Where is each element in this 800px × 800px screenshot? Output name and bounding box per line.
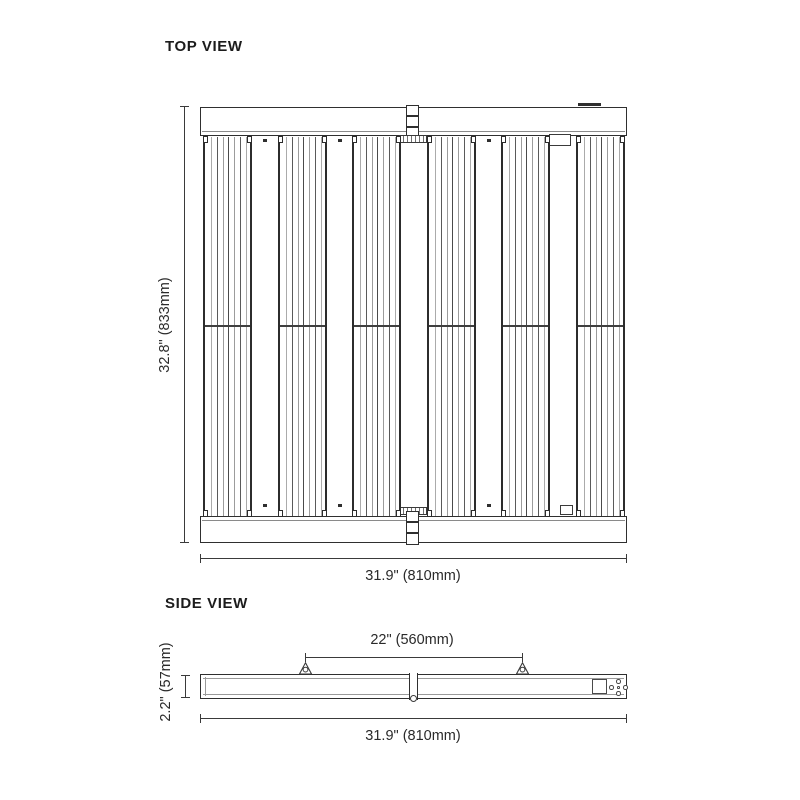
bar-joint-line <box>503 325 548 327</box>
heatsink-fin-line <box>246 137 247 516</box>
bar-mount-foot <box>427 136 432 143</box>
heatsink-fin-line <box>590 137 591 516</box>
heatsink-fin-line <box>441 137 442 516</box>
dimension-tick <box>200 554 201 563</box>
bar-mount-foot <box>396 136 401 143</box>
heatsink-fin-line <box>234 137 235 516</box>
heatsink-fin-line <box>240 137 241 516</box>
dimension-tick <box>626 714 627 723</box>
fastener-dot <box>487 504 491 507</box>
bar-joint-line <box>354 325 399 327</box>
display-window <box>592 679 607 694</box>
heatsink-fin-line <box>366 137 367 516</box>
bar-mount-foot <box>576 510 581 517</box>
dimension-line-width <box>200 558 627 559</box>
bar-mount-foot <box>322 136 327 143</box>
heatsink-fin-line <box>292 137 293 516</box>
led-bar <box>427 137 476 516</box>
bar-joint-line <box>429 325 474 327</box>
bar-mount-foot <box>427 510 432 517</box>
bar-mount-foot <box>545 136 550 143</box>
heatsink-fin-line <box>217 137 218 516</box>
heatsink-fin-line <box>532 137 533 516</box>
heatsink-fin-line <box>544 137 545 516</box>
bar-mount-foot <box>501 510 506 517</box>
fastener-dot <box>487 139 491 142</box>
heatsink-fin-line <box>383 137 384 516</box>
heatsink-fin-line <box>447 137 448 516</box>
heatsink-fin-line <box>211 137 212 516</box>
bar-mount-foot <box>620 136 625 143</box>
heatsink-fin-line <box>607 137 608 516</box>
bar-joint-line <box>205 325 250 327</box>
heatsink-fin-line <box>435 137 436 516</box>
bar-mount-foot <box>620 510 625 517</box>
bar-joint-line <box>280 325 325 327</box>
center-hinge-bottom <box>406 511 419 545</box>
heatsink-fin-line <box>538 137 539 516</box>
center-hinge-top <box>406 105 419 139</box>
heatsink-fin-line <box>596 137 597 516</box>
bar-mount-foot <box>278 136 283 143</box>
side-profile-line <box>205 677 206 696</box>
heatsink-fin-line <box>377 137 378 516</box>
led-bar <box>352 137 401 516</box>
top-view-title: TOP VIEW <box>165 38 243 55</box>
heatsink-fin-line <box>228 137 229 516</box>
bar-mount-foot <box>471 136 476 143</box>
top-view-fixture <box>200 107 627 543</box>
heatsink-fin-line <box>601 137 602 516</box>
heatsink-fin-line <box>613 137 614 516</box>
dimension-tick <box>200 714 201 723</box>
dimension-label-hanger-spacing: 22" (560mm) <box>370 632 454 648</box>
heatsink-fin-line <box>458 137 459 516</box>
wire-clip-bottom <box>560 505 573 515</box>
hinge-rung <box>407 115 418 117</box>
fastener-dot <box>338 139 342 142</box>
heatsink-fin-line <box>360 137 361 516</box>
heatsink-fin-line <box>223 137 224 516</box>
bar-mount-foot <box>471 510 476 517</box>
dimension-label-width: 31.9" (810mm) <box>365 568 461 584</box>
bar-mount-foot <box>545 510 550 517</box>
hinge-rung <box>407 521 418 523</box>
fastener-dot <box>338 504 342 507</box>
dimension-tick <box>522 653 523 662</box>
bar-mount-foot <box>501 136 506 143</box>
dimension-tick <box>180 542 189 543</box>
heatsink-fin-line <box>521 137 522 516</box>
heatsink-fin-line <box>464 137 465 516</box>
joint-pin-icon <box>410 695 417 702</box>
dimension-tick <box>626 554 627 563</box>
heatsink-fin-line <box>286 137 287 516</box>
heatsink-fin-line <box>321 137 322 516</box>
heatsink-fin-line <box>389 137 390 516</box>
bar-joint-line <box>578 325 623 327</box>
led-bar <box>203 137 252 516</box>
dimension-line-side-width <box>200 718 627 719</box>
heatsink-fin-line <box>372 137 373 516</box>
center-hinge-top-comb <box>399 135 427 143</box>
heatsink-fin-line <box>303 137 304 516</box>
dimension-tick <box>181 697 190 698</box>
bar-mount-foot <box>396 510 401 517</box>
dimension-label-side-height: 2.2" (57mm) <box>158 642 174 722</box>
led-bar <box>501 137 550 516</box>
bar-mount-foot <box>203 510 208 517</box>
heatsink-fin-line <box>619 137 620 516</box>
heatsink-fin-line <box>584 137 585 516</box>
dimension-label-height: 32.8" (833mm) <box>157 277 173 373</box>
heatsink-fin-line <box>452 137 453 516</box>
dimension-tick <box>181 675 190 676</box>
dimension-line-side-height <box>185 676 186 698</box>
led-bar <box>576 137 625 516</box>
heatsink-fin-line <box>309 137 310 516</box>
bar-mount-foot <box>322 510 327 517</box>
hinge-rung <box>407 126 418 128</box>
side-view-title: SIDE VIEW <box>165 595 248 612</box>
heatsink-fin-line <box>515 137 516 516</box>
bar-mount-foot <box>247 136 252 143</box>
heatsink-fin-line <box>470 137 471 516</box>
led-bar <box>278 137 327 516</box>
dimension-line-height <box>184 107 185 543</box>
fastener-dot <box>263 504 267 507</box>
heatsink-fin-line <box>298 137 299 516</box>
dimension-tick <box>180 106 189 107</box>
dimension-tick <box>305 653 306 662</box>
fastener-dot <box>263 139 267 142</box>
bar-mount-foot <box>247 510 252 517</box>
control-buttons-icon <box>607 677 631 697</box>
heatsink-fin-line <box>395 137 396 516</box>
bar-mount-foot <box>278 510 283 517</box>
dimension-line-hanger-spacing <box>305 657 522 658</box>
bar-mount-foot <box>576 136 581 143</box>
top-edge-tab <box>578 103 601 106</box>
bar-mount-foot <box>352 510 357 517</box>
hinge-rung <box>407 532 418 534</box>
heatsink-fin-line <box>315 137 316 516</box>
heatsink-fin-line <box>509 137 510 516</box>
dimension-label-side-width: 31.9" (810mm) <box>365 728 461 744</box>
bar-mount-foot <box>352 136 357 143</box>
wire-clip-top <box>549 134 571 146</box>
bar-mount-foot <box>203 136 208 143</box>
heatsink-fin-line <box>526 137 527 516</box>
